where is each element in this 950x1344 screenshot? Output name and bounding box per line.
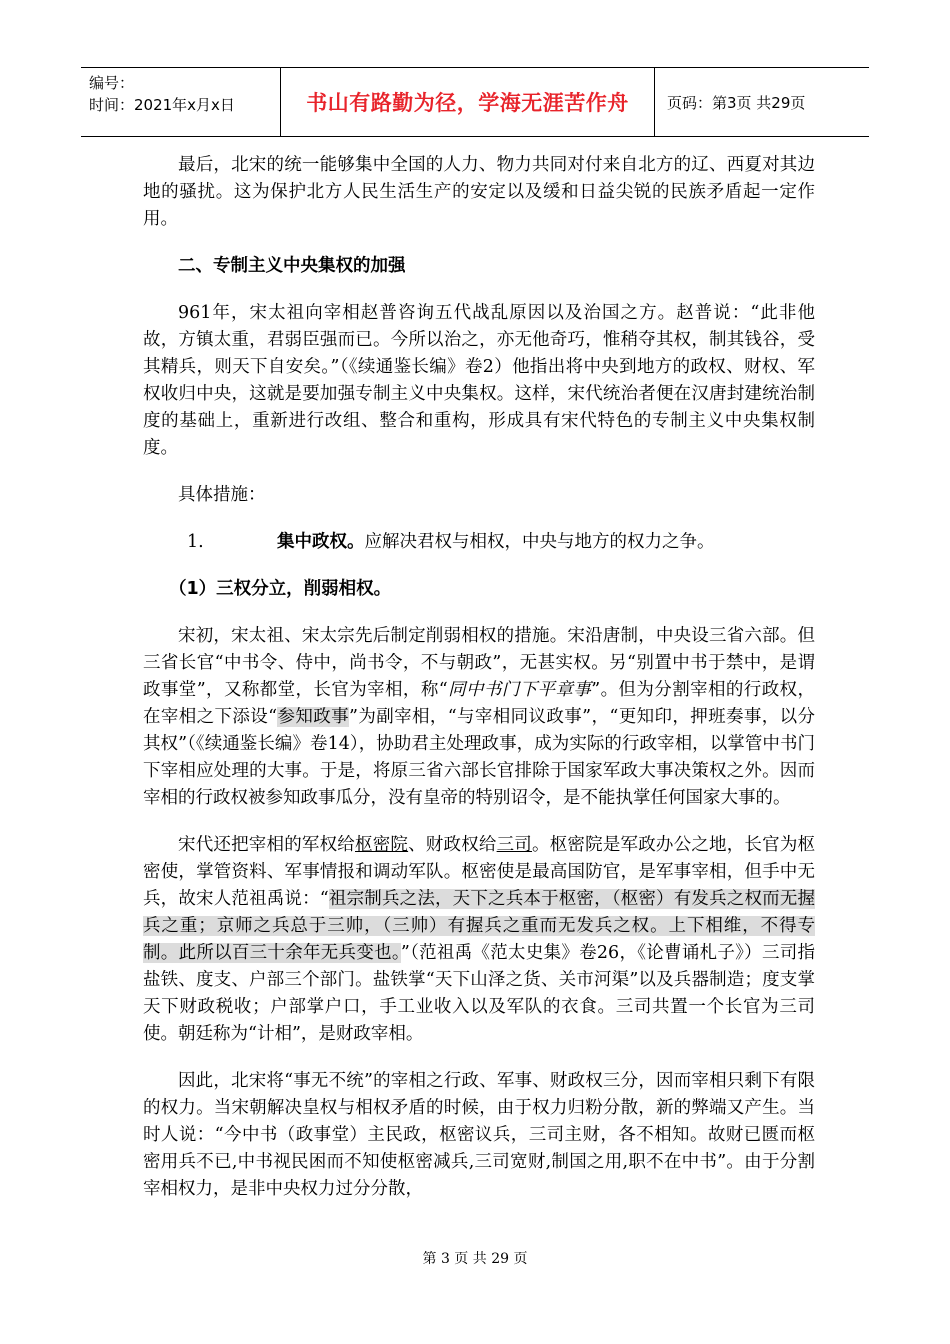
underlined-term: 三司 — [496, 835, 533, 855]
underlined-term: 枢密院 — [355, 835, 409, 855]
header-page-info: 页码：第3页 共29页 — [667, 93, 806, 112]
paragraph-zhao-pu: 961年，宋太祖向宰相赵普咨询五代战乱原因以及治国之方。赵普说：“此非他故，方镇太重，君弱臣强而已。今所以治之，亦无他奇巧，惟稍夺其权，制其钱谷，受其精兵，则天下自安矣。”（《续通鉴长编》卷2）他指出将中央到地方的政权、财权、军权收归中央，这就是要加强专制主义中央集权。这样，宋代统治者便在汉唐封建统治制度的基础上，重新进行改组、整合和重构，形成具有宋代特色的专制主义中央集权制度。 — [143, 303, 815, 458]
doc-number-label: 编号： — [89, 74, 135, 92]
paragraph-three-powers — [143, 623, 815, 812]
paragraph-conclusion: 因此，北宋将“事无不统”的宰相之行政、军事、财政权三分，因而宰相只剩下有限的权力。当宋朝解决皇权与相权矛盾的时候，由于权力归粉分散，新的弊端又产生。当时人说：“今中书（政事堂）主民政，枢密议兵，三司主财，各不相知。故财已匮而枢密用兵不已,中书视民困而不知使枢密减兵,三司宽财,制国之用,职不在中书”。由于分割宰相权力，是非中央权力过分分散， — [143, 1071, 815, 1199]
text-span: 宋初，宋太祖、宋太宗先后制定削弱相权的措施。宋沿唐制，中央设三省六部。但三省长官“中书令、侍中，尚书令，不与朝政”，无甚实权。另“别置中书于禁中，是谓政事堂”，又称都堂，长官为宰相，称“ — [143, 626, 815, 700]
doc-time-label: 时间：2021年x月x日 — [89, 96, 235, 114]
italic-title: 同中书门下平章事 — [447, 680, 592, 700]
text-span: 。枢密院是军政办公之地，长官为枢密使，掌管资料、军事情报和调动军队。枢密使是最高国防官，是军事宰相，但手中无兵，故宋人范祖禹说：“ — [143, 835, 816, 909]
highlighted-quote: 祖宗制兵之法，天下之兵本于枢密，（枢密）有发兵之权而无握兵之重；京师之兵总于三帅，（三帅）有握兵之重而无发兵之权。上下相维，不得专制。此所以百三十余年无兵变也。 — [143, 889, 816, 963]
header-motto: 书山有路勤为径，学海无涯苦作舟 — [280, 68, 655, 136]
text-span: ”（范祖禹《范太史集》卷26，《论曹诵札子》）三司指盐铁、度支、户部三个部门。盐铁掌“天下山泽之货、关市河渠”以及兵器制造；度支掌天下财政税收；户部掌户口，手工业收入以及军队的衣食。三司共置一个长官为三司使。朝廷称为“计相”，是财政宰相。 — [143, 943, 816, 1044]
measures-label: 具体措施： — [178, 485, 266, 505]
text-span: 、财政权给 — [408, 835, 497, 855]
text-span: 宋代还把宰相的军权给 — [178, 835, 355, 855]
measure-number: 1. — [187, 532, 204, 552]
paragraph-northern-song-unification: 最后，北宋的统一能够集中全国的人力、物力共同对付来自北方的辽、西夏对其边地的骚扰。这为保护北方人民生活生产的安定以及缓和日益尖锐的民族矛盾起一定作用。 — [143, 155, 815, 229]
paragraph-military-finance — [143, 832, 815, 1048]
header-meta — [81, 68, 280, 136]
measure-item-1 — [143, 529, 815, 556]
measure-text: 应解决君权与相权，中央与地方的权力之争。 — [364, 532, 715, 552]
measure-title: 集中政权。 — [277, 532, 365, 552]
text-span: ”。但为分割宰相的行政权，在宰相之下添设“ — [143, 680, 815, 727]
page-header — [81, 67, 869, 137]
document-body — [143, 152, 815, 1203]
section-heading: 二、专制主义中央集权的加强 — [178, 256, 406, 276]
text-span: ”为副宰相，“与宰相同议政事”，“更知印，押班奏事，以分其权”（《续通鉴长编》卷14），协助君主处理政事，成为实际的行政宰相，以掌管中书门下宰相应处理的大事。于是，将原三省六部长官排除于国家军政大事决策权之外。因而宰相的行政权被参知政事瓜分，没有皇帝的特别诏令，是不能执掌任何国家大事的。 — [143, 707, 815, 808]
subsection-heading: （1）三权分立，削弱相权。 — [169, 579, 392, 599]
highlighted-term: 参知政事 — [277, 707, 349, 727]
page-footer: 第 3 页 共 29 页 — [422, 1251, 528, 1267]
